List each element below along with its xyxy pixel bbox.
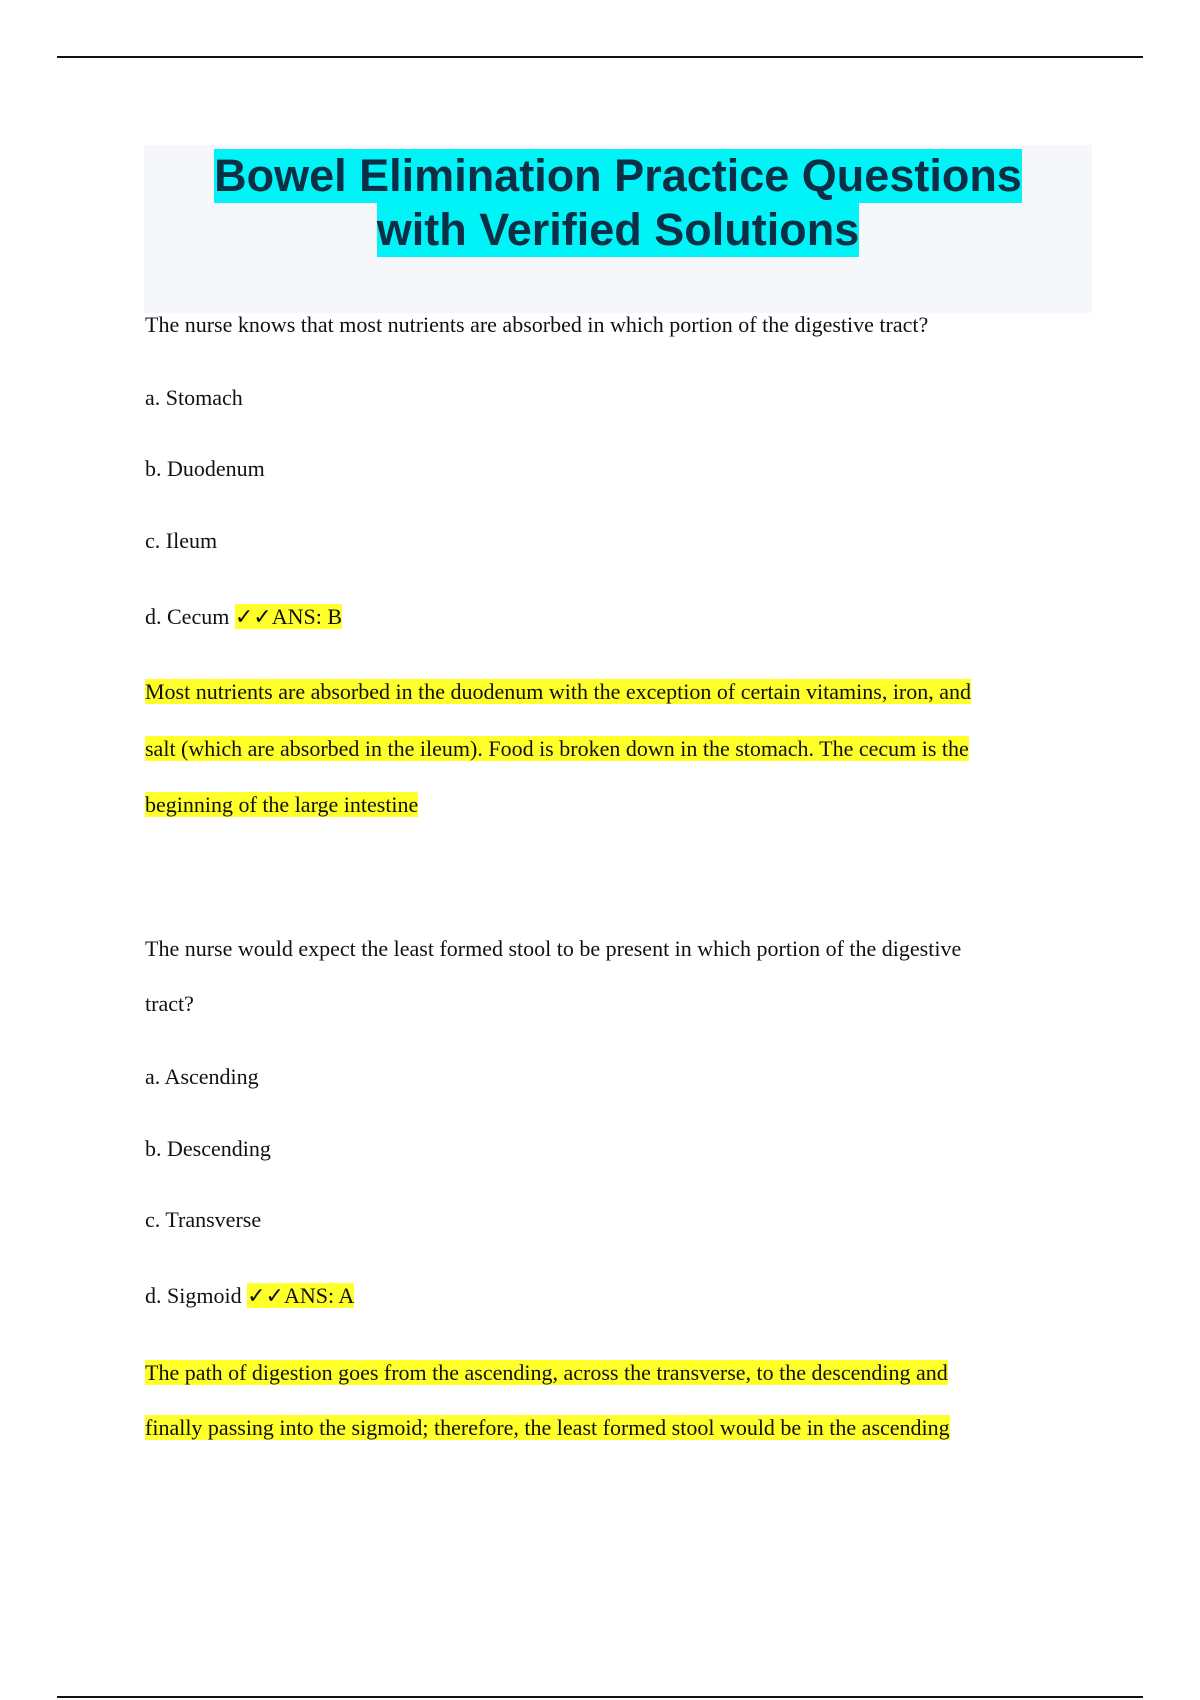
question-1-explanation-text-3: beginning of the large intestine [145,792,419,817]
question-1-explanation-line-3 [145,790,418,820]
question-1-explanation-line-2 [145,734,969,764]
page-top-rule [57,56,1143,58]
question-1-option-d: d. Cecum [145,604,230,629]
question-1-explanation-text-2: salt (which are absorbed in the ileum). Food is broken down in the stomach. The cecum is the [145,736,969,761]
question-2-option-b: b. Descending [145,1136,271,1161]
title-banner [144,145,1092,313]
question-1-explanation-text-1: Most nutrients are absorbed in the duodenum with the exception of certain vitamins, iron, and [145,679,972,704]
question-1-stem: The nurse knows that most nutrients are absorbed in which portion of the digestive tract? [145,312,929,337]
question-2-option-c: c. Transverse [145,1207,262,1232]
question-2-explanation-line-2 [145,1413,950,1443]
question-1-option-b: b. Duodenum [145,456,265,481]
question-2-explanation-text-1: The path of digestion goes from the ascending, across the transverse, to the descending and [145,1360,948,1385]
title-line-2: with Verified Solutions [376,204,860,255]
title-line-1: Bowel Elimination Practice Questions [214,150,1022,201]
page-bottom-rule [57,1696,1143,1698]
question-1-answer: ✓✓ANS: B [234,604,342,629]
question-2-explanation-line-1 [145,1358,948,1388]
question-2-answer: ✓✓ANS: A [247,1283,355,1308]
question-1-explanation-line-1 [145,677,971,707]
question-2-option-d: d. Sigmoid [145,1283,242,1308]
question-2-explanation-text-2: finally passing into the sigmoid; therefore, the least formed stool would be in the ascending [145,1415,950,1440]
question-1-option-c: c. Ileum [145,528,218,553]
question-2-option-d-row [145,1281,354,1311]
question-1-option-a: a. Stomach [145,385,243,410]
document-title [144,145,1092,257]
question-1-option-d-row [145,602,342,632]
question-2-option-a: a. Ascending [145,1064,259,1089]
question-2-stem-line-1: The nurse would expect the least formed stool to be present in which portion of the digestive [145,936,962,961]
question-2-stem-line-2: tract? [145,991,194,1016]
